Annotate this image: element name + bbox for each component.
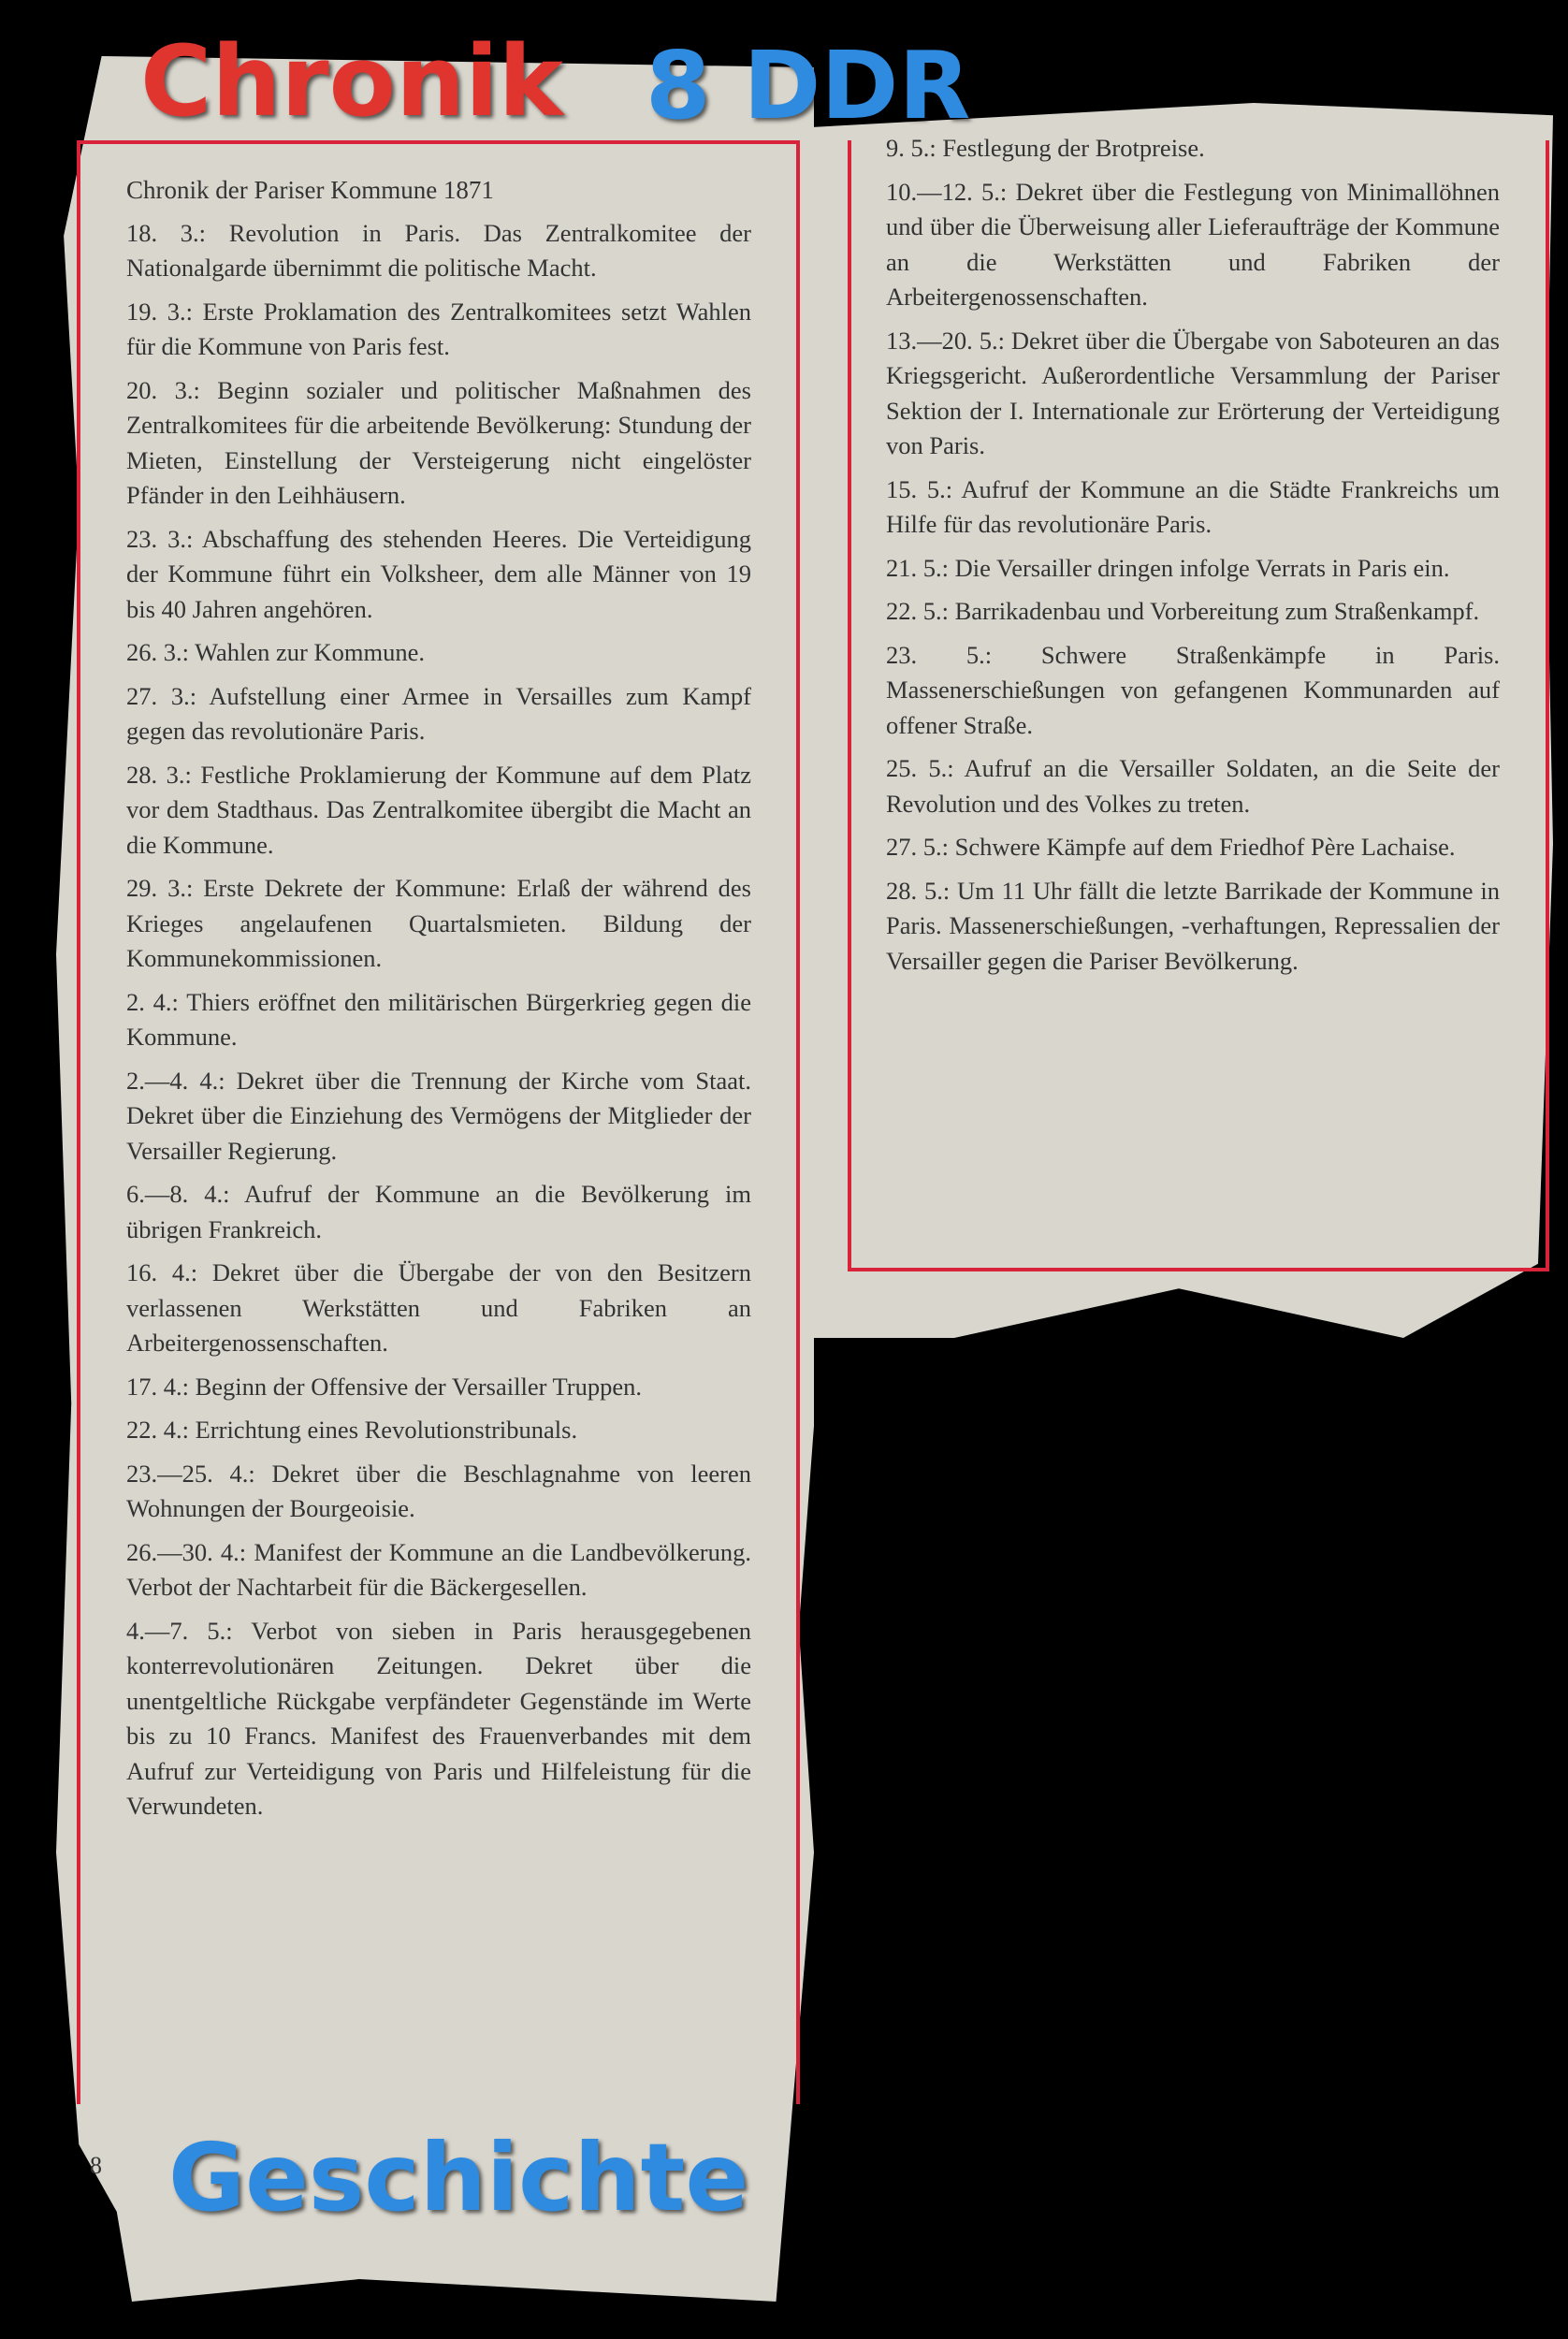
chronicle-entry: 19. 3.: Erste Proklamation des Zentralkomitees setzt Wahlen für die Kommune von Paris fest. [126, 297, 751, 360]
chronicle-entry: 9. 5.: Festlegung der Brotpreise. [886, 134, 1205, 162]
chronicle-entry: 15. 5.: Aufruf der Kommune an die Städte Frankreichs um Hilfe für das revolutionäre Paris. [886, 474, 1500, 538]
chronicle-entry: 22. 5.: Barrikadenbau und Vorbereitung zum Straßenkampf. [886, 597, 1480, 625]
chronicle-entry: 27. 5.: Schwere Kämpfe auf dem Friedhof Père Lachaise. [886, 833, 1456, 861]
chronicle-entry: 2.—4. 4.: Dekret über die Trennung der Kirche vom Staat. Dekret über die Einziehung des Vermögens der Mitglieder der Versailler Regierung. [126, 1066, 751, 1165]
chronicle-entry: 20. 3.: Beginn sozialer und politischer Maßnahmen des Zentralkomitees für die arbeitende Bevölkerung: Stundung der Mieten, Einstellung der Versteigerung nicht eingelöster Pfänder in den Leihhäusern. [126, 375, 751, 509]
chronicle-entry: 4.—7. 5.: Verbot von sieben in Paris herausgegebenen konterrevolutionären Zeitungen. Dekret über die unentgeltliche Rückgabe verpfändeter Gegenstände im Werte bis zu 10 Francs. Manifest des Frauenverbandes mit dem Aufruf zur Verteidigung von Paris und Hilfeleistung für die Verwundeten. [126, 1616, 751, 1820]
right-column [886, 131, 1500, 987]
chronicle-entry: 21. 5.: Die Versailler dringen infolge Verrats in Paris ein. [886, 553, 1450, 582]
chronicle-entry: 17. 4.: Beginn der Offensive der Versailler Truppen. [126, 1372, 643, 1401]
chronicle-entry: 23. 5.: Schwere Straßenkämpfe in Paris. Massenerschießungen von gefangenen Kommunarden auf offener Straße. [886, 640, 1500, 739]
headline-chronik: Chronik [140, 24, 563, 138]
headline-geschichte: Geschichte [168, 2123, 749, 2232]
chronicle-title: Chronik der Pariser Kommune 1871 [126, 176, 494, 204]
chronicle-entry: 26. 3.: Wahlen zur Kommune. [126, 638, 425, 666]
left-column [126, 173, 751, 1833]
chronicle-entry: 26.—30. 4.: Manifest der Kommune an die Landbevölkerung. Verbot der Nachtarbeit für die Bäckergesellen. [126, 1537, 751, 1601]
chronicle-entry: 28. 5.: Um 11 Uhr fällt die letzte Barrikade der Kommune in Paris. Massenerschießungen, -verhaftungen, Repressalien der Versailler gegen die Pariser Bevölkerung. [886, 876, 1500, 975]
chronicle-entry: 28. 3.: Festliche Proklamierung der Kommune auf dem Platz vor dem Stadthaus. Das Zentralkomitee übergibt die Macht an die Kommune. [126, 760, 751, 859]
chronicle-entry: 2. 4.: Thiers eröffnet den militärischen Bürgerkrieg gegen die Kommune. [126, 987, 751, 1051]
chronicle-entry: 16. 4.: Dekret über die Übergabe der von den Besitzern verlassenen Werkstätten und Fabriken an Arbeitergenossenschaften. [126, 1258, 751, 1357]
chronicle-entry: 18. 3.: Revolution in Paris. Das Zentralkomitee der Nationalgarde übernimmt die politische Macht. [126, 218, 751, 282]
chronicle-entry: 27. 3.: Aufstellung einer Armee in Versailles zum Kampf gegen das revolutionäre Paris. [126, 681, 751, 745]
headline-ddr: 8 DDR [646, 31, 971, 140]
chronicle-entry: 6.—8. 4.: Aufruf der Kommune an die Bevölkerung im übrigen Frankreich. [126, 1180, 751, 1243]
chronicle-entry: 22. 4.: Errichtung eines Revolutionstribunals. [126, 1416, 578, 1444]
page-number: 8 [90, 2152, 102, 2179]
chronicle-entry: 25. 5.: Aufruf an die Versailler Soldaten, an die Seite der Revolution und des Volkes zu treten. [886, 754, 1500, 818]
chronicle-entry: 23. 3.: Abschaffung des stehenden Heeres. Die Verteidigung der Kommune führt ein Volksheer, dem alle Männer von 19 bis 40 Jahren angehören. [126, 524, 751, 623]
chronicle-entry: 29. 3.: Erste Dekrete der Kommune: Erlaß der während des Krieges angelaufenen Quartalsmieten. Bildung der Kommunekommissionen. [126, 874, 751, 972]
chronicle-entry: 10.—12. 5.: Dekret über die Festlegung von Minimallöhnen und über die Überweisung aller Lieferaufträge der Kommune an die Werkstätten und Fabriken der Arbeitergenossenschaften. [886, 177, 1500, 311]
chronicle-entry: 13.—20. 5.: Dekret über die Übergabe von Saboteuren an das Kriegsgericht. Außerordentliche Versammlung der Pariser Sektion der I. Internationale zur Erörterung der Verteidigung von Paris. [886, 326, 1500, 459]
chronicle-entry: 23.—25. 4.: Dekret über die Beschlagnahme von leeren Wohnungen der Bourgeoisie. [126, 1459, 751, 1522]
